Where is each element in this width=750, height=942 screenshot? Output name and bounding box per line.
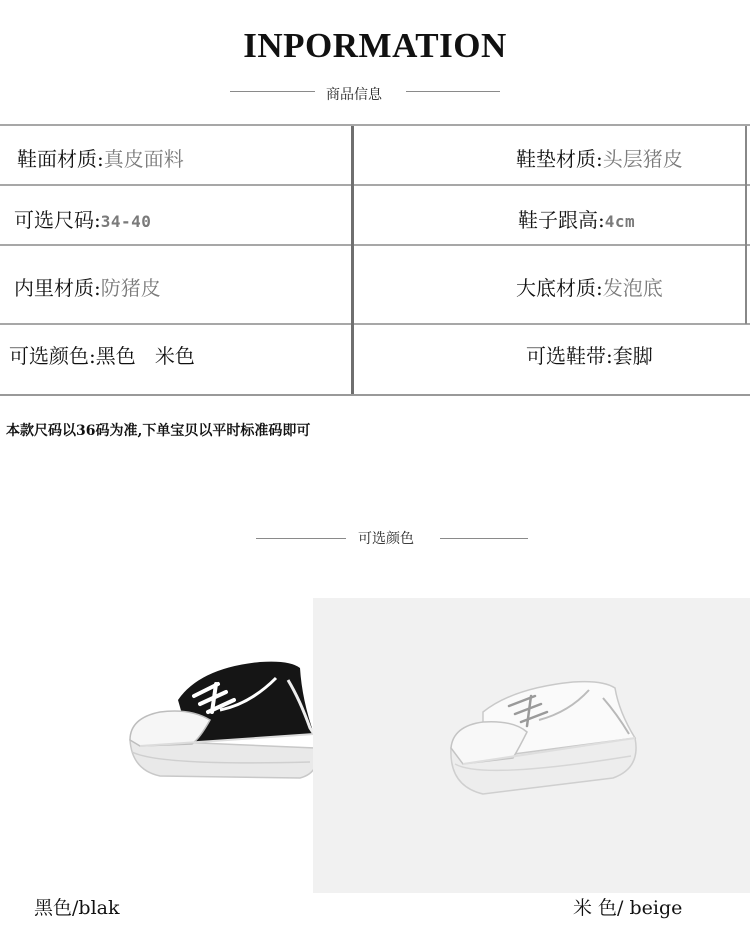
spec-value: 真皮面料: [103, 147, 184, 171]
spec-value: 4cm: [604, 212, 636, 231]
spec-label: 鞋垫材质:: [516, 147, 603, 171]
table-divider-2: [0, 244, 750, 246]
table-divider-3: [0, 323, 750, 325]
table-border-top: [0, 124, 750, 126]
spec-value: 黑色 米色: [95, 344, 195, 368]
spec-label: 鞋面材质:: [17, 147, 104, 171]
beige-sneaker-photo: [313, 598, 750, 893]
spec-value: 套脚: [612, 344, 653, 368]
size-note: 本款尺码以36码为准,下单宝贝以平时标准码即可: [6, 423, 311, 439]
spec-value: 34-40: [100, 212, 152, 231]
beige-color-caption: 米 色/ beige: [573, 897, 683, 919]
spec-label: 可选颜色:: [9, 344, 96, 368]
black-sneaker-photo: [100, 600, 340, 820]
spec-value: 发泡底: [602, 276, 663, 300]
black-color-caption: 黑色/blak: [34, 897, 120, 919]
spec-size-range: [14, 204, 151, 233]
divider-left: [256, 538, 346, 539]
spec-laces: [526, 340, 653, 369]
beige-sneaker-icon: [313, 598, 750, 893]
spec-label: 内里材质:: [14, 276, 101, 300]
page-title: INPORMATION: [243, 26, 507, 65]
spec-label: 可选尺码:: [14, 208, 101, 232]
spec-colors: [9, 340, 195, 369]
divider-left: [230, 91, 315, 92]
spec-insole-material: [516, 143, 683, 172]
black-sneaker-icon: [100, 600, 340, 820]
spec-heel-height: [518, 204, 635, 233]
section-subtitle: 商品信息: [326, 87, 382, 103]
spec-value: 头层猪皮: [602, 147, 683, 171]
spec-label: 大底材质:: [516, 276, 603, 300]
divider-right: [440, 538, 528, 539]
spec-label: 鞋子跟高:: [518, 208, 605, 232]
table-border-bottom: [0, 394, 750, 396]
spec-value: 防猪皮: [100, 276, 161, 300]
spec-label: 可选鞋带:: [526, 344, 613, 368]
table-divider-1: [0, 184, 750, 186]
colors-section-title: 可选颜色: [358, 531, 414, 547]
divider-right: [406, 91, 500, 92]
table-right-border: [745, 126, 747, 324]
spec-upper-material: [17, 143, 184, 172]
spec-lining-material: [14, 272, 161, 301]
table-center-divider: [351, 126, 354, 394]
spec-sole-material: [516, 272, 663, 301]
